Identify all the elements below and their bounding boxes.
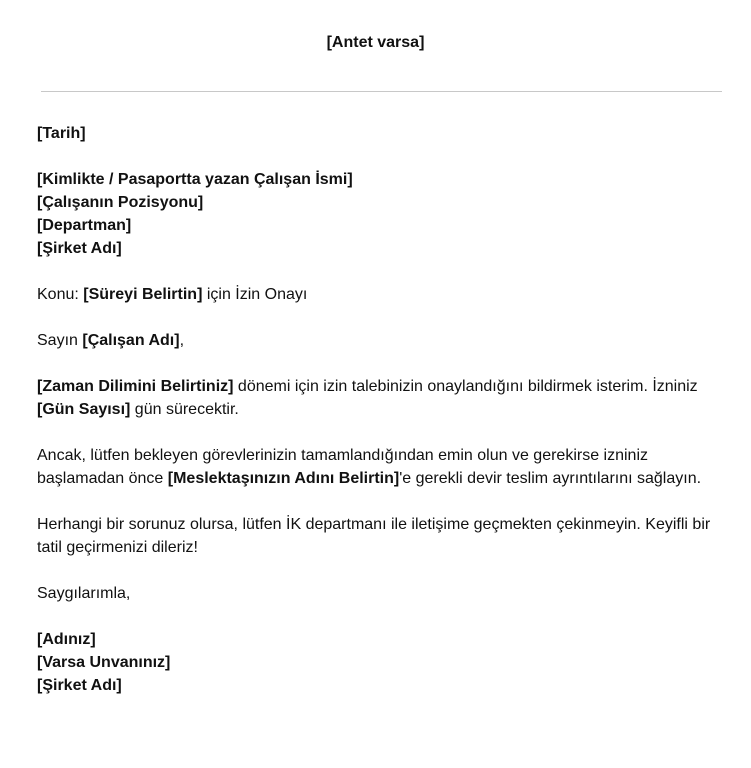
paragraph-contact: Herhangi bir sorunuz olursa, lütfen İK departmanı ile iletişime geçmekten çekinmeyin. Keyifli bir tatil geçirmenizi dileriz! [37, 516, 711, 556]
signature-title: [Varsa Unvanınız] [37, 654, 171, 671]
recipient-company: [Şirket Adı] [37, 240, 122, 257]
subject-suffix: için İzin Onayı [202, 286, 308, 303]
salutation-name: [Çalışan Adı] [82, 332, 180, 349]
paragraph-handover [37, 444, 727, 490]
colleague-placeholder: [Meslektaşınızın Adını Belirtin] [167, 470, 400, 487]
paragraph-approval [37, 375, 727, 421]
approval-text-1: dönemi için izin talebinizin onaylandığını bildirmek isterim. İzniniz [233, 378, 698, 395]
subject-prefix: Konu: [37, 286, 84, 303]
signature-name: [Adınız] [37, 631, 96, 648]
letterhead: [Antet varsa] [326, 34, 425, 51]
period-placeholder: [Zaman Dilimini Belirtiniz] [37, 378, 234, 395]
signature-company: [Şirket Adı] [37, 677, 122, 694]
salutation-prefix: Sayın [37, 332, 83, 349]
signature-block [37, 628, 727, 697]
subject-line [37, 283, 727, 306]
approval-text-2: gün sürecektir. [130, 401, 239, 418]
recipient-position: [Çalışanın Pozisyonu] [37, 194, 204, 211]
date-line [37, 122, 727, 145]
days-placeholder: [Gün Sayısı] [37, 401, 131, 418]
salutation [37, 329, 727, 352]
recipient-block [37, 168, 727, 260]
handover-text-2: 'e gerekli devir teslim ayrıntılarını sağlayın. [399, 470, 702, 487]
letter-body [37, 122, 727, 697]
salutation-suffix: , [179, 332, 185, 349]
closing: Saygılarımla, [37, 585, 131, 602]
header-divider [41, 91, 722, 92]
recipient-department: [Departman] [37, 217, 132, 234]
handover-text-1: Ancak, lütfen bekleyen görevlerinizin tamamlandığından emin olun ve gerekirse izniniz başlamadan önce [37, 447, 648, 487]
subject-duration: [Süreyi Belirtin] [83, 286, 203, 303]
date: [Tarih] [37, 125, 86, 142]
recipient-name: [Kimlikte / Pasaportta yazan Çalışan İsmi] [37, 171, 353, 188]
